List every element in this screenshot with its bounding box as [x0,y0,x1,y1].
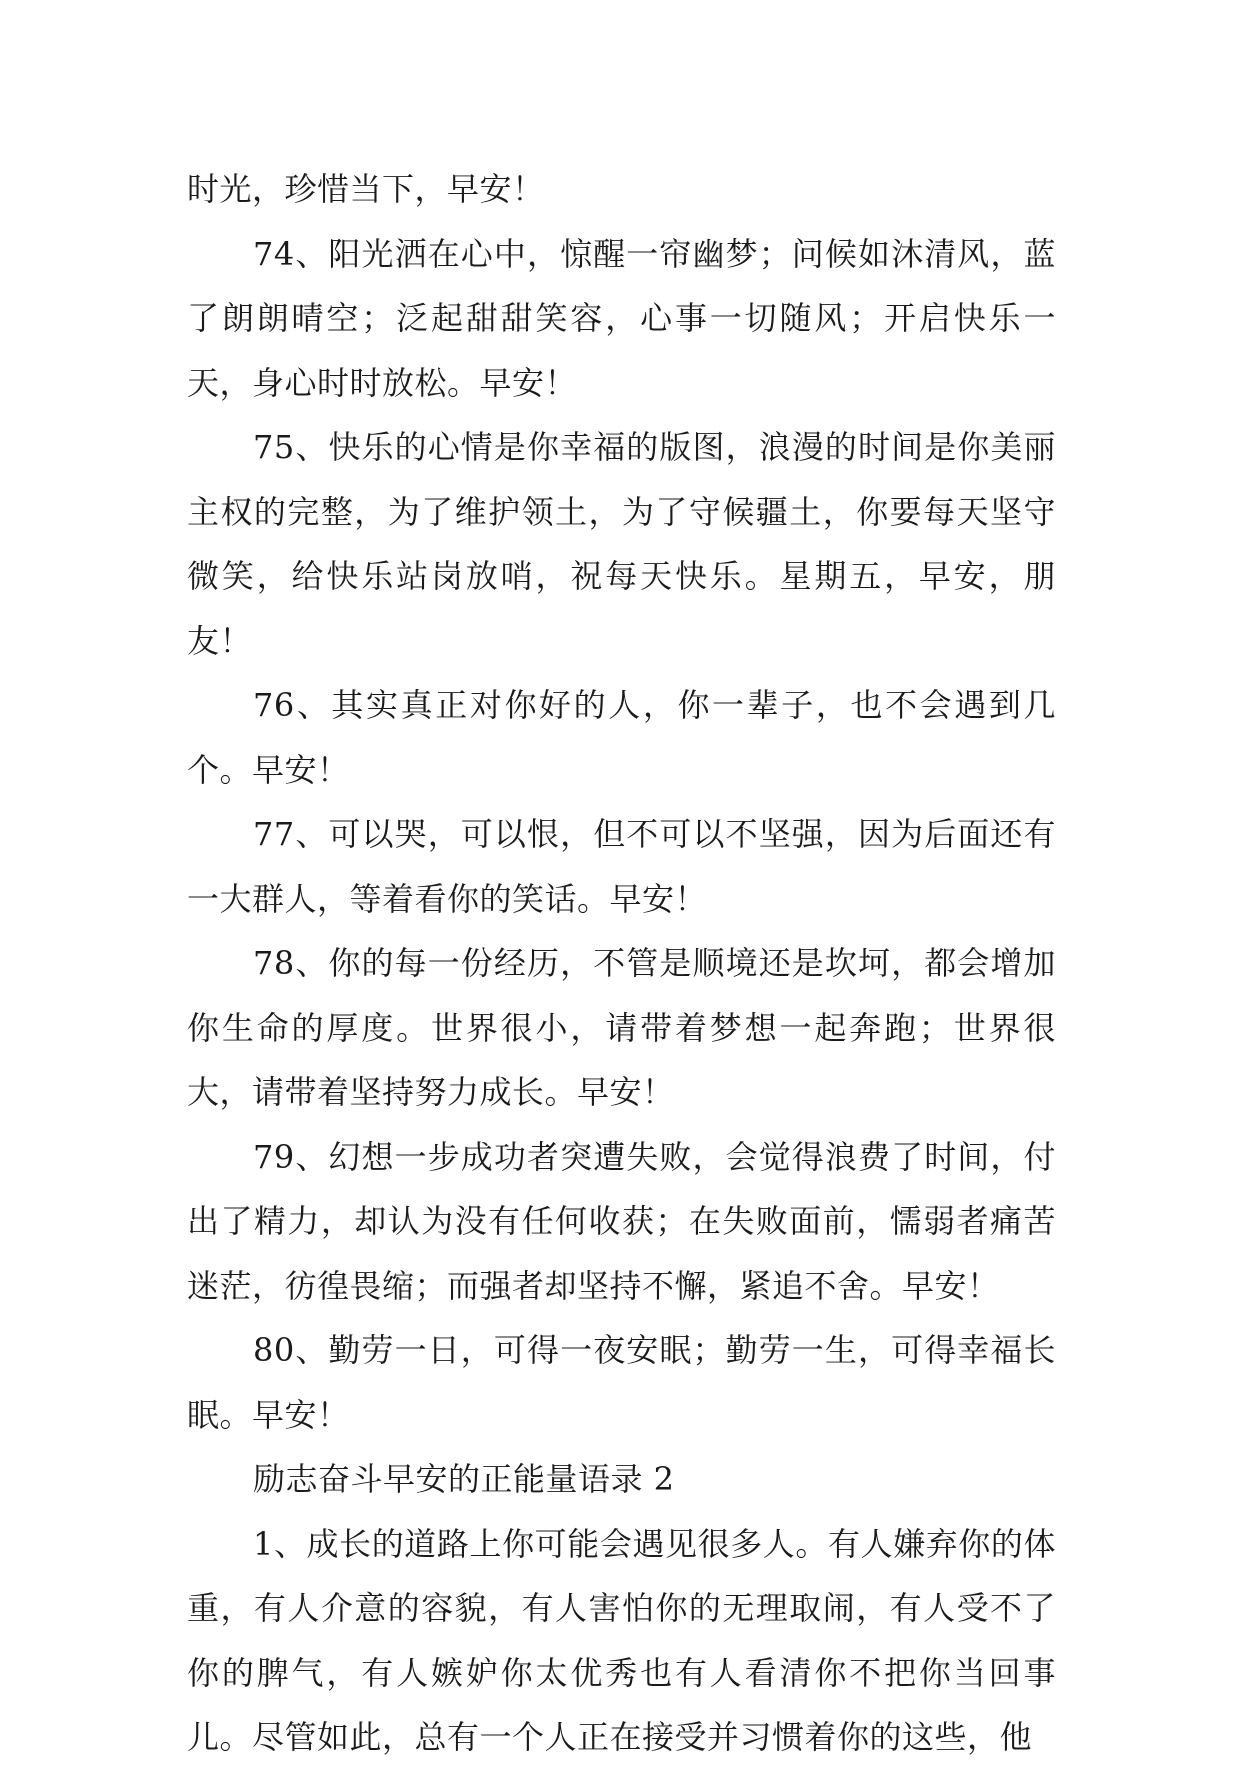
document-body [187,157,1056,1770]
section-heading: 励志奋斗早安的正能量语录 2 [253,1460,675,1498]
paragraph-item-76: 76、其实真正对你好的人，你一辈子，也不会遇到几个。早安！ [187,686,1056,789]
paragraph-item-78: 78、你的每一份经历，不管是顺境还是坎坷，都会增加你生命的厚度。世界很小，请带着梦想一起奔跑；世界很大，请带着坚持努力成长。早安！ [187,944,1056,1111]
paragraph-item-74: 74、阳光洒在心中，惊醒一帘幽梦；问候如沐清风，蓝了朗朗晴空；泛起甜甜笑容，心事一切随风；开启快乐一天，身心时时放松。早安！ [187,234,1056,402]
paragraph-item-1: 1、成长的道路上你可能会遇见很多人。有人嫌弃你的体重，有人介意的容貌，有人害怕你的无理取闹，有人受不了你的脾气，有人嫉妒你太优秀也有人看清你不把你当回事儿。尽管如此，总有一个人正在接受并习惯着你的这些，他 [187,1524,1056,1756]
paragraph-item-79: 79、幻想一步成功者突遭失败，会觉得浪费了时间，付出了精力，却认为没有任何收获；在失败面前，懦弱者痛苦迷茫，彷徨畏缩；而强者却坚持不懈，紧追不舍。早安！ [187,1137,1056,1305]
paragraph-item-77: 77、可以哭，可以恨，但不可以不坚强，因为后面还有一大群人，等着看你的笑话。早安！ [187,815,1056,918]
paragraph-item-80: 80、勤劳一日，可得一夜安眠；勤劳一生，可得幸福长眠。早安！ [187,1331,1056,1434]
paragraph-continuation: 时光，珍惜当下，早安！ [187,170,545,208]
paragraph-item-75: 75、快乐的心情是你幸福的版图，浪漫的时间是你美丽主权的完整，为了维护领土，为了守候疆土，你要每天坚守微笑，给快乐站岗放哨，祝每天快乐。星期五，早安，朋友！ [187,428,1056,660]
